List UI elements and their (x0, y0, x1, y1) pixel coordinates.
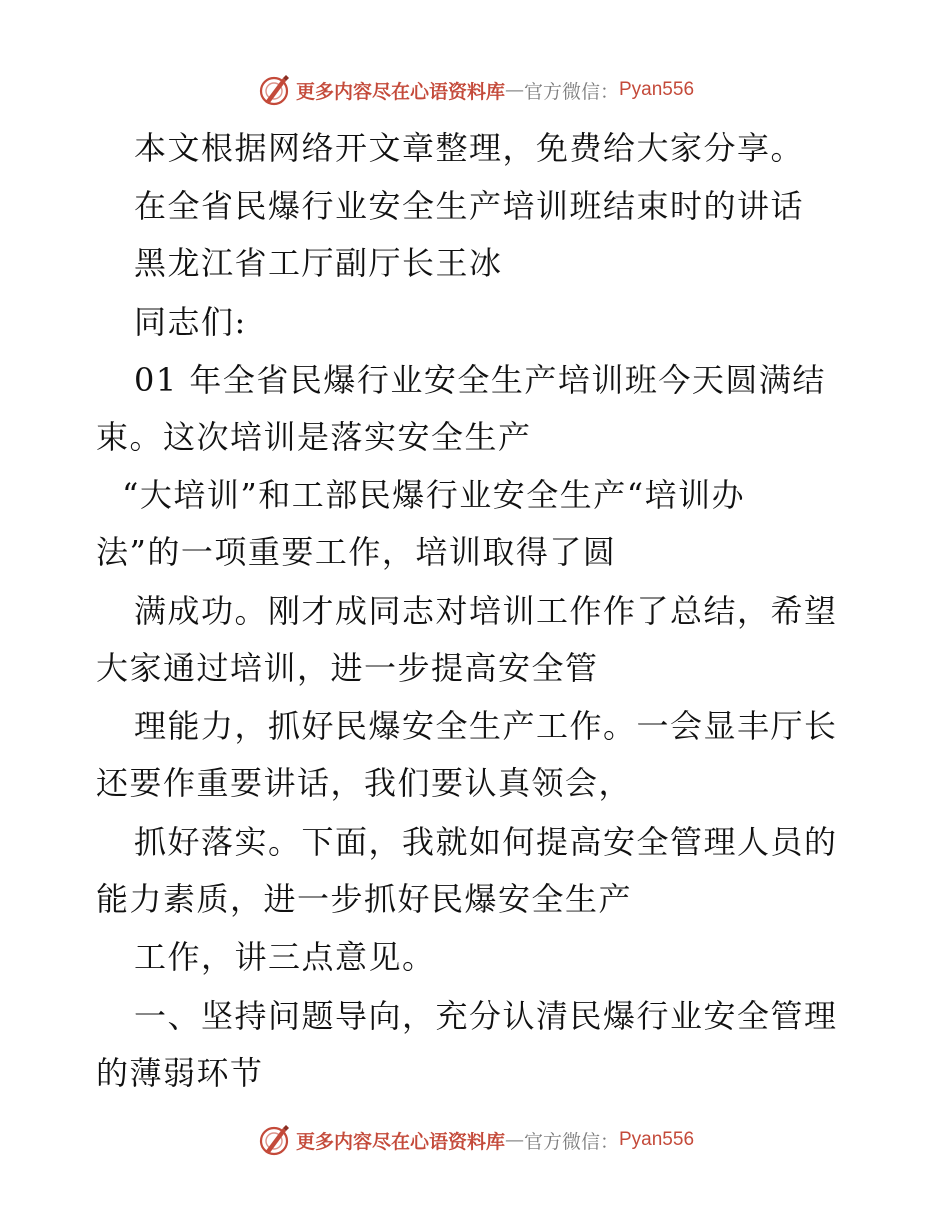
document-line: “大培训”和工部民爆行业安全生产“培训办 (122, 476, 746, 514)
document-line: 本文根据网络开文章整理，免费给大家分享。 (134, 129, 805, 167)
speech-title: 在全省民爆行业安全生产培训班结束时的讲话 (134, 187, 805, 225)
section-heading: 一、坚持问题导向，充分认清民爆行业安全管理 (134, 997, 838, 1035)
banner-wechat-label: 官方微信： (523, 80, 619, 103)
speaker-line: 黑龙江省工厅副厅长王冰 (134, 244, 503, 282)
section-heading-continued: 的薄弱环节 (96, 1054, 264, 1092)
document-line: 抓好落实。下面，我就如何提高安全管理人员的 (134, 823, 838, 861)
banner-separator: — (504, 1129, 524, 1151)
banner-wechat-id: Pyan556 (619, 1129, 695, 1150)
document-line: 能力素质，进一步抓好民爆安全生产 (96, 880, 633, 918)
document-line: 还要作重要讲话，我们要认真领会， (96, 764, 633, 802)
banner-wechat-id: Pyan556 (619, 79, 695, 100)
salutation: 同志们: (134, 303, 247, 341)
header-banner (0, 70, 950, 110)
document-line: 法”的一项重要工作，培训取得了圆 (96, 533, 617, 571)
document-line: 束。这次培训是落实安全生产 (96, 418, 532, 456)
pen-logo-icon (256, 1122, 292, 1158)
footer-banner (0, 1120, 950, 1160)
document-line: 01 年全省民爆行业安全生产培训班今天圆满结 (134, 361, 826, 399)
banner-separator: — (504, 79, 524, 101)
banner-wechat-label: 官方微信： (523, 1130, 619, 1153)
document-line: 大家通过培训，进一步提高安全管 (96, 649, 599, 687)
banner-library-text: 更多内容尽在心语资料库 (295, 1130, 505, 1153)
pen-logo-icon (256, 72, 292, 108)
document-line: 满成功。刚才成同志对培训工作作了总结，希望 (134, 592, 838, 630)
document-line: 工作，讲三点意见。 (134, 938, 436, 976)
banner-library-text: 更多内容尽在心语资料库 (295, 80, 505, 103)
document-line: 理能力，抓好民爆安全生产工作。一会显丰厅长 (134, 707, 838, 745)
